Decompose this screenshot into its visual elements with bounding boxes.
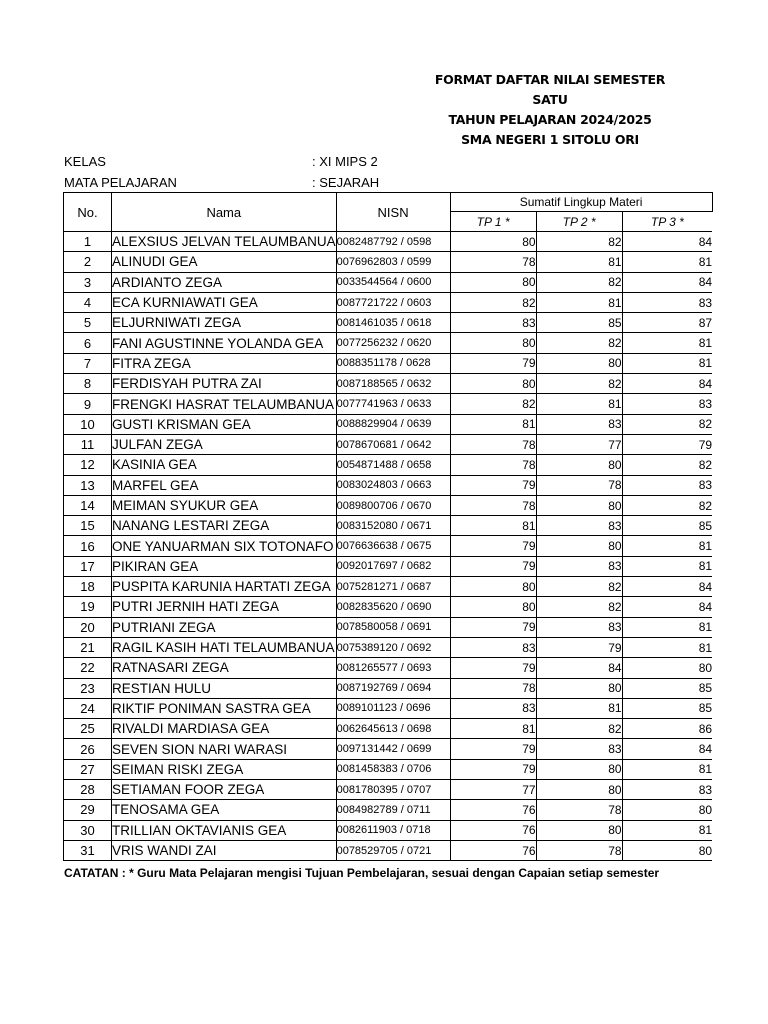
row-nama-cell: ARDIANTO ZEGA [112,272,337,292]
table-row [64,434,713,454]
row-tp3-cell: 84 [622,232,712,252]
row-no-cell: 26 [64,739,112,759]
row-no-cell: 13 [64,475,112,495]
row-no-cell: 6 [64,333,112,353]
row-tp2-cell: 82 [536,272,622,292]
table-row [64,658,713,678]
row-tp3-cell: 83 [622,394,712,414]
row-nama-cell: ELJURNIWATI ZEGA [112,313,337,333]
row-nisn-cell: 0087721722 / 0603 [336,292,450,312]
col-header-nisn: NISN [336,193,450,232]
table-row [64,272,713,292]
row-nisn-cell: 0092017697 / 0682 [336,556,450,576]
row-tp1-cell: 79 [450,617,536,637]
row-tp2-cell: 82 [536,597,622,617]
row-nama-cell: FITRA ZEGA [112,353,337,373]
row-nisn-cell: 0087188565 / 0632 [336,374,450,394]
row-tp1-cell: 83 [450,313,536,333]
row-tp3-cell: 81 [622,637,712,657]
row-no-cell: 14 [64,495,112,515]
row-tp3-cell: 81 [622,820,712,840]
row-tp3-cell: 80 [622,800,712,820]
row-tp1-cell: 78 [450,495,536,515]
table-row [64,780,713,800]
row-tp3-cell: 81 [622,759,712,779]
row-nisn-cell: 0075281271 / 0687 [336,577,450,597]
row-tp3-cell: 82 [622,455,712,475]
table-row [64,232,713,252]
row-no-cell: 17 [64,556,112,576]
table-row [64,536,713,556]
table-row [64,292,713,312]
table-row [64,516,713,536]
row-nama-cell: GUSTI KRISMAN GEA [112,414,337,434]
row-tp1-cell: 81 [450,719,536,739]
row-tp2-cell: 78 [536,475,622,495]
table-row [64,678,713,698]
row-tp3-cell: 81 [622,536,712,556]
row-tp2-cell: 81 [536,292,622,312]
row-nisn-cell: 0097131442 / 0699 [336,739,450,759]
row-no-cell: 18 [64,577,112,597]
row-nisn-cell: 0076962803 / 0599 [336,252,450,272]
row-tp2-cell: 82 [536,333,622,353]
row-tp1-cell: 79 [450,556,536,576]
row-nisn-cell: 0033544564 / 0600 [336,272,450,292]
col-header-no: No. [64,193,112,232]
row-no-cell: 29 [64,800,112,820]
row-tp2-cell: 80 [536,536,622,556]
row-nisn-cell: 0054871488 / 0658 [336,455,450,475]
row-no-cell: 4 [64,292,112,312]
row-nisn-cell: 0089800706 / 0670 [336,495,450,515]
row-tp3-cell: 83 [622,780,712,800]
row-tp1-cell: 76 [450,840,536,860]
row-no-cell: 27 [64,759,112,779]
col-header-tp2: TP 2 * [536,212,622,232]
row-tp3-cell: 81 [622,556,712,576]
kelas-value: : XI MIPS 2 [312,154,378,169]
row-nama-cell: VRIS WANDI ZAI [112,840,337,860]
row-tp1-cell: 82 [450,292,536,312]
row-nama-cell: TENOSAMA GEA [112,800,337,820]
row-nama-cell: SETIAMAN FOOR ZEGA [112,780,337,800]
row-nama-cell: PUTRI JERNIH HATI ZEGA [112,597,337,617]
row-no-cell: 7 [64,353,112,373]
row-tp2-cell: 82 [536,232,622,252]
row-tp1-cell: 80 [450,272,536,292]
table-row [64,637,713,657]
table-row [64,333,713,353]
row-nama-cell: RAGIL KASIH HATI TELAUMBANUA [112,637,337,657]
row-tp1-cell: 80 [450,232,536,252]
row-tp2-cell: 77 [536,434,622,454]
row-tp3-cell: 81 [622,333,712,353]
row-nama-cell: PIKIRAN GEA [112,556,337,576]
row-tp2-cell: 85 [536,313,622,333]
document-header [420,70,680,150]
row-tp1-cell: 79 [450,475,536,495]
table-row [64,698,713,718]
row-no-cell: 11 [64,434,112,454]
row-tp3-cell: 84 [622,739,712,759]
row-nisn-cell: 0078670681 / 0642 [336,434,450,454]
row-tp2-cell: 80 [536,820,622,840]
row-nisn-cell: 0083152080 / 0671 [336,516,450,536]
row-nama-cell: RESTIAN HULU [112,678,337,698]
row-no-cell: 16 [64,536,112,556]
table-row [64,475,713,495]
row-tp1-cell: 83 [450,698,536,718]
table-row [64,739,713,759]
row-nama-cell: JULFAN ZEGA [112,434,337,454]
table-row [64,800,713,820]
table-row [64,577,713,597]
row-nisn-cell: 0075389120 / 0692 [336,637,450,657]
row-tp3-cell: 81 [622,353,712,373]
row-tp3-cell: 86 [622,719,712,739]
row-tp1-cell: 80 [450,577,536,597]
row-nama-cell: SEIMAN RISKI ZEGA [112,759,337,779]
row-nama-cell: ECA KURNIAWATI GEA [112,292,337,312]
table-row [64,313,713,333]
row-tp1-cell: 81 [450,414,536,434]
row-tp2-cell: 83 [536,739,622,759]
row-no-cell: 20 [64,617,112,637]
table-row [64,414,713,434]
row-nisn-cell: 0081461035 / 0618 [336,313,450,333]
row-no-cell: 12 [64,455,112,475]
row-no-cell: 23 [64,678,112,698]
row-no-cell: 3 [64,272,112,292]
row-tp2-cell: 82 [536,577,622,597]
row-nisn-cell: 0077741963 / 0633 [336,394,450,414]
row-no-cell: 2 [64,252,112,272]
row-nisn-cell: 0081265577 / 0693 [336,658,450,678]
row-nama-cell: NANANG LESTARI ZEGA [112,516,337,536]
row-tp2-cell: 83 [536,516,622,536]
row-no-cell: 21 [64,637,112,657]
row-nama-cell: FERDISYAH PUTRA ZAI [112,374,337,394]
row-tp2-cell: 78 [536,840,622,860]
kelas-label: KELAS [64,154,106,169]
col-header-tp1: TP 1 * [450,212,536,232]
row-no-cell: 22 [64,658,112,678]
row-nisn-cell: 0087192769 / 0694 [336,678,450,698]
col-header-tp3: TP 3 * [622,212,712,232]
grades-body [64,232,713,861]
table-row [64,597,713,617]
mapel-label: MATA PELAJARAN [64,175,177,190]
header-school: SMA NEGERI 1 SITOLU ORI [461,132,639,147]
row-nama-cell: RATNASARI ZEGA [112,658,337,678]
col-header-nama: Nama [112,193,337,232]
row-nisn-cell: 0083024803 / 0663 [336,475,450,495]
row-nisn-cell: 0062645613 / 0698 [336,719,450,739]
table-row [64,252,713,272]
header-title: FORMAT DAFTAR NILAI SEMESTER SATU [434,72,666,107]
row-tp1-cell: 78 [450,252,536,272]
row-no-cell: 19 [64,597,112,617]
row-nama-cell: FRENGKI HASRAT TELAUMBANUA [112,394,337,414]
row-tp2-cell: 84 [536,658,622,678]
row-tp2-cell: 80 [536,780,622,800]
row-nisn-cell: 0088829904 / 0639 [336,414,450,434]
row-tp1-cell: 80 [450,597,536,617]
row-no-cell: 15 [64,516,112,536]
table-row [64,353,713,373]
table-row [64,556,713,576]
row-no-cell: 5 [64,313,112,333]
row-tp2-cell: 81 [536,252,622,272]
row-tp3-cell: 80 [622,658,712,678]
row-tp1-cell: 76 [450,800,536,820]
row-nisn-cell: 0088351178 / 0628 [336,353,450,373]
row-nama-cell: MARFEL GEA [112,475,337,495]
row-tp2-cell: 82 [536,719,622,739]
table-row [64,374,713,394]
row-nisn-cell: 0081458383 / 0706 [336,759,450,779]
row-tp1-cell: 78 [450,678,536,698]
row-nisn-cell: 0082487792 / 0598 [336,232,450,252]
row-tp1-cell: 78 [450,434,536,454]
row-tp1-cell: 76 [450,820,536,840]
row-tp1-cell: 80 [450,374,536,394]
row-tp3-cell: 84 [622,272,712,292]
table-row [64,495,713,515]
row-nisn-cell: 0081780395 / 0707 [336,780,450,800]
row-nisn-cell: 0089101123 / 0696 [336,698,450,718]
row-nisn-cell: 0082611903 / 0718 [336,820,450,840]
table-row [64,617,713,637]
row-no-cell: 10 [64,414,112,434]
row-nama-cell: SEVEN SION NARI WARASI [112,739,337,759]
row-no-cell: 25 [64,719,112,739]
row-tp3-cell: 81 [622,617,712,637]
row-tp2-cell: 83 [536,617,622,637]
row-nisn-cell: 0076636638 / 0675 [336,536,450,556]
row-nisn-cell: 0077256232 / 0620 [336,333,450,353]
row-no-cell: 24 [64,698,112,718]
row-tp2-cell: 78 [536,800,622,820]
row-nama-cell: KASINIA GEA [112,455,337,475]
row-nisn-cell: 0078529705 / 0721 [336,840,450,860]
row-tp3-cell: 83 [622,292,712,312]
row-tp2-cell: 82 [536,374,622,394]
row-tp1-cell: 79 [450,353,536,373]
row-nama-cell: ALEXSIUS JELVAN TELAUMBANUA [112,232,337,252]
row-nama-cell: TRILLIAN OKTAVIANIS GEA [112,820,337,840]
row-tp2-cell: 83 [536,414,622,434]
row-tp2-cell: 83 [536,556,622,576]
table-row [64,759,713,779]
table-row [64,719,713,739]
row-nama-cell: ALINUDI GEA [112,252,337,272]
row-tp2-cell: 80 [536,759,622,779]
row-no-cell: 30 [64,820,112,840]
row-tp2-cell: 80 [536,455,622,475]
row-nama-cell: PUTRIANI ZEGA [112,617,337,637]
mapel-value: : SEJARAH [312,175,380,190]
row-tp1-cell: 79 [450,739,536,759]
row-tp2-cell: 81 [536,698,622,718]
row-no-cell: 28 [64,780,112,800]
row-tp3-cell: 83 [622,475,712,495]
row-nisn-cell: 0078580058 / 0691 [336,617,450,637]
row-tp3-cell: 84 [622,577,712,597]
row-tp1-cell: 79 [450,658,536,678]
row-tp1-cell: 80 [450,333,536,353]
row-tp3-cell: 80 [622,840,712,860]
row-tp2-cell: 80 [536,678,622,698]
table-row [64,394,713,414]
row-tp3-cell: 85 [622,516,712,536]
header-year: TAHUN PELAJARAN 2024/2025 [448,112,652,127]
table-row [64,455,713,475]
row-no-cell: 9 [64,394,112,414]
row-tp3-cell: 85 [622,678,712,698]
table-row [64,820,713,840]
row-tp3-cell: 79 [622,434,712,454]
row-tp1-cell: 78 [450,455,536,475]
row-tp1-cell: 82 [450,394,536,414]
grades-table [63,192,713,861]
row-nama-cell: ONE YANUARMAN SIX TOTONAFO [112,536,337,556]
row-tp2-cell: 81 [536,394,622,414]
row-tp3-cell: 84 [622,374,712,394]
table-row [64,840,713,860]
row-tp3-cell: 81 [622,252,712,272]
row-tp1-cell: 79 [450,536,536,556]
footer-note: CATATAN : * Guru Mata Pelajaran mengisi Tujuan Pembelajaran, sesuai dengan Capaian setiap semester [64,866,660,880]
row-tp1-cell: 77 [450,780,536,800]
row-tp2-cell: 79 [536,637,622,657]
row-no-cell: 31 [64,840,112,860]
row-tp1-cell: 79 [450,759,536,779]
row-no-cell: 1 [64,232,112,252]
row-tp2-cell: 80 [536,495,622,515]
row-tp3-cell: 85 [622,698,712,718]
row-nama-cell: MEIMAN SYUKUR GEA [112,495,337,515]
row-nama-cell: FANI AGUSTINNE YOLANDA GEA [112,333,337,353]
row-nisn-cell: 0084982789 / 0711 [336,800,450,820]
row-nama-cell: PUSPITA KARUNIA HARTATI ZEGA [112,577,337,597]
row-tp3-cell: 84 [622,597,712,617]
row-tp1-cell: 83 [450,637,536,657]
row-tp1-cell: 81 [450,516,536,536]
row-tp3-cell: 82 [622,495,712,515]
row-tp2-cell: 80 [536,353,622,373]
row-no-cell: 8 [64,374,112,394]
row-tp3-cell: 87 [622,313,712,333]
row-nama-cell: RIKTIF PONIMAN SASTRA GEA [112,698,337,718]
col-header-sumatif: Sumatif Lingkup Materi [450,193,712,212]
row-nisn-cell: 0082835620 / 0690 [336,597,450,617]
row-tp3-cell: 82 [622,414,712,434]
row-nama-cell: RIVALDI MARDIASA GEA [112,719,337,739]
